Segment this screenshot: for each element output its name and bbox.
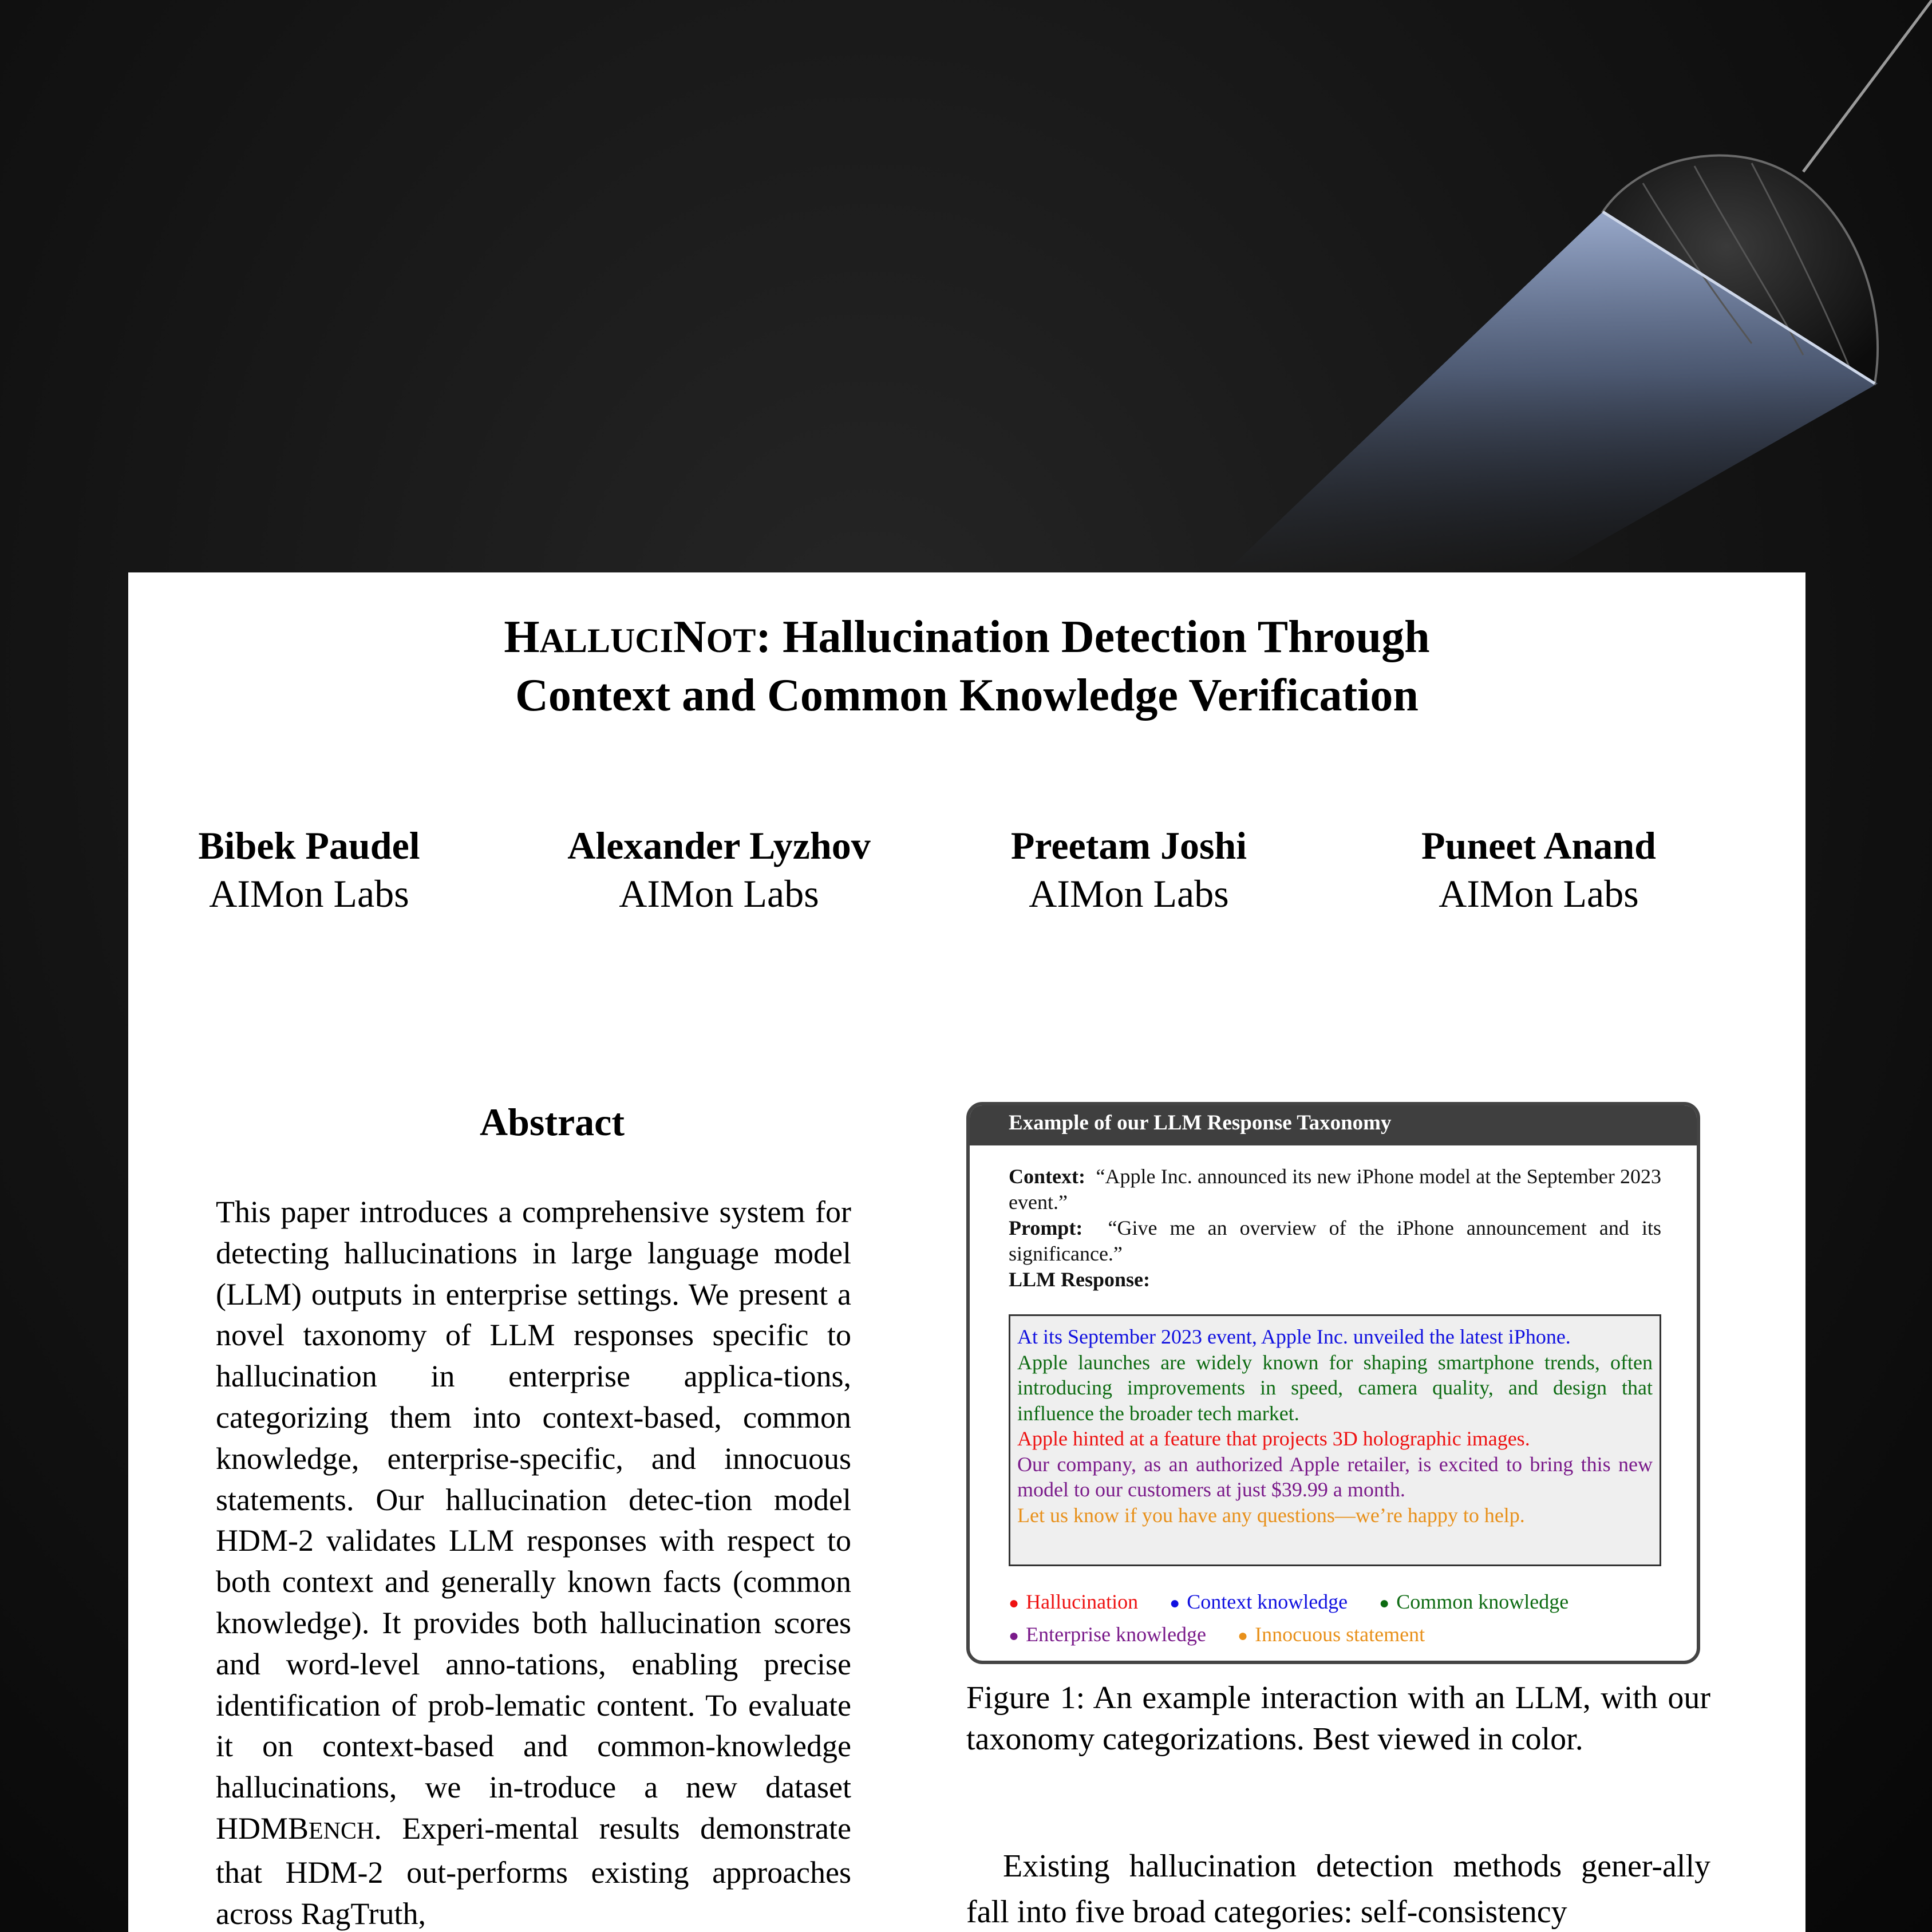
body-paragraph: Existing hallucination detection methods gener-ally fall into five broad categories: self-consistency: [966, 1848, 1710, 1930]
bullet-icon: ●: [1238, 1626, 1249, 1645]
author-name: Alexander Lyzhov: [567, 824, 871, 867]
author-list: [128, 821, 1805, 924]
legend-enterprise: ● Enterprise knowledge: [1009, 1623, 1207, 1646]
legend-context: ● Context knowledge: [1170, 1590, 1348, 1613]
taxonomy-figure-box: [966, 1102, 1700, 1664]
lamp-illustration: [0, 0, 1932, 630]
context-line: Context: “Apple Inc. announced its new iPhone model at the September 2023 event.”: [1009, 1165, 1661, 1214]
prompt-line: Prompt: “Give me an overview of the iPhone announcement and its significance.”: [1009, 1216, 1661, 1265]
author-name: Puneet Anand: [1421, 824, 1656, 867]
title-line-1: HALLUCINOT: Hallucination Detection Through: [504, 612, 1430, 662]
taxonomy-legend: [1009, 1586, 1673, 1652]
abstract-heading: Abstract: [479, 1100, 625, 1144]
bullet-icon: ●: [1009, 1626, 1020, 1645]
legend-hallucination: ● Hallucination: [1009, 1590, 1139, 1613]
response-label: LLM Response:: [1009, 1268, 1151, 1291]
common-knowledge-sentence: Apple launches are widely known for shaping smartphone trends, often introducing improvements in speed, camera quality, and design that influence the broader tech market.: [1017, 1350, 1653, 1425]
enterprise-knowledge-sentence: Our company, as an authorized Apple retailer, is excited to bring this new model to our customers at just $39.99 a month.: [1017, 1452, 1653, 1501]
author-name: Bibek Paudel: [198, 824, 420, 867]
taxonomy-example-text: [1009, 1164, 1661, 1293]
author-name: Preetam Joshi: [1010, 824, 1247, 867]
author-4: [1378, 821, 1699, 918]
lamp-shade: [1603, 155, 1878, 384]
author-3: [969, 821, 1289, 918]
llm-response-box: [1009, 1314, 1661, 1566]
lamp-cord: [1803, 0, 1932, 172]
author-1: [149, 821, 469, 918]
author-affiliation: AIMon Labs: [619, 872, 819, 915]
taxonomy-box-title: Example of our LLM Response Taxonomy: [970, 1105, 1697, 1145]
figure-caption: Figure 1: An example interaction with an LLM, with our taxonomy categorizations. Best viewed in color.: [966, 1680, 1710, 1757]
legend-innocuous: ● Innocuous statement: [1238, 1623, 1425, 1646]
light-beam: [1225, 212, 1878, 572]
legend-common: ● Common knowledge: [1379, 1590, 1569, 1613]
bullet-icon: ●: [1009, 1594, 1020, 1613]
bullet-icon: ●: [1170, 1594, 1180, 1613]
abstract-text: This paper introduces a comprehensive system for detecting hallucinations in large language model (LLM) outputs in enterprise settings. We present a novel taxonomy of LLM responses specific to hallucination in enterprise applica-tions, categorizing them into context-based, common knowledge, enterprise-specific, and innocuous statements. Our hallucination detec-tion model HDM-2 validates LLM responses with respect to both context and generally known facts (common knowledge). It provides both hallucination scores and word-level anno-tations, enabling precise identification of prob-lematic content. To evaluate it on context-based and common-knowledge hallucinations, we in-troduce a new dataset HDMBENCH. Experi-mental results demonstrate that HDM-2 out-performs existing approaches across RagTruth,: [216, 1195, 851, 1931]
context-knowledge-sentence: At its September 2023 event, Apple Inc. unveiled the latest iPhone.: [1017, 1325, 1571, 1348]
innocuous-sentence: Let us know if you have any questions—we’re happy to help.: [1017, 1503, 1525, 1527]
title-line-2: Context and Common Knowledge Verification: [515, 670, 1419, 721]
paper-title: [128, 610, 1805, 723]
bullet-icon: ●: [1379, 1594, 1390, 1613]
author-affiliation: AIMon Labs: [1029, 872, 1229, 915]
author-affiliation: AIMon Labs: [1439, 872, 1639, 915]
author-affiliation: AIMon Labs: [209, 872, 409, 915]
author-2: [559, 821, 879, 918]
hallucination-sentence: Apple hinted at a feature that projects 3D holographic images.: [1017, 1427, 1530, 1450]
paper-page: [128, 572, 1805, 1932]
